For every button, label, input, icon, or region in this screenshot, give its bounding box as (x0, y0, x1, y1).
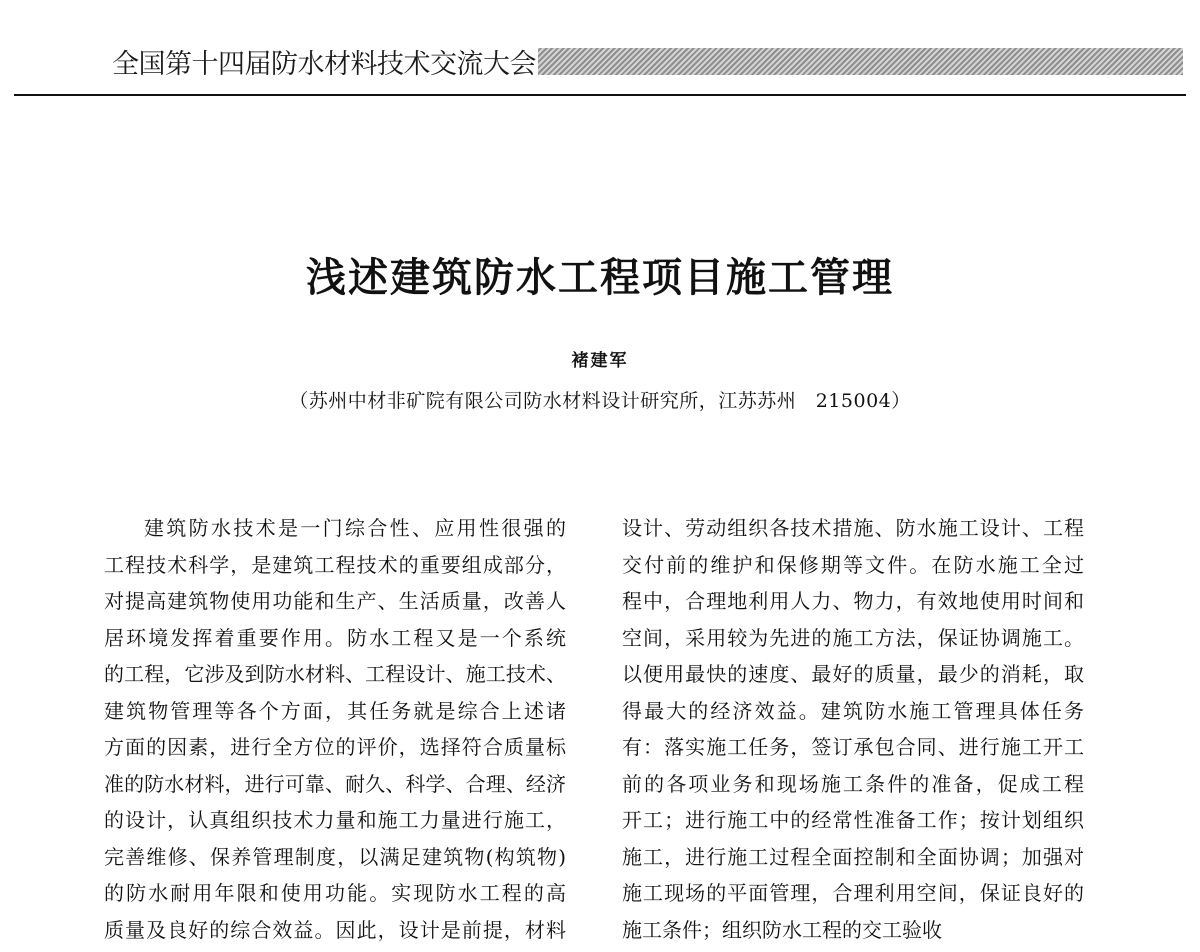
text-line: 质量及良好的综合效益。因此，设计是前提，材料 (104, 917, 566, 942)
text-line: 方面的因素，进行全方位的评价，选择符合质量标 (104, 735, 566, 759)
author-affiliation: （苏州中材非矿院有限公司防水材料设计研究所，江苏苏州 215004） (289, 390, 911, 412)
text-line: 开工；进行施工中的经常性准备工作；按计划组织 (622, 808, 1084, 832)
text-line: 准的防水材料，进行可靠、耐久、科学、合理、经济 (104, 771, 566, 796)
text-line: 施工，进行施工过程全面控制和全面协调；加强对 (622, 844, 1084, 869)
text-line: 对提高建筑物使用功能和生产、生活质量，改善人 (104, 589, 566, 613)
body-column-left (104, 510, 566, 948)
text-line: 以便用最快的速度、最好的质量，最少的消耗，取 (622, 662, 1084, 686)
text-line: 得最大的经济效益。建筑防水施工管理具体任务 (622, 698, 1084, 723)
text-line: 有：落实施工任务，签订承包合同、进行施工开工 (622, 735, 1084, 759)
text-line: 建筑防水技术是一门综合性、应用性很强的 (144, 516, 566, 540)
header-rule (14, 94, 1186, 96)
text-line: 空间，采用较为先进的施工方法，保证协调施工。 (622, 625, 1084, 650)
text-line: 前的各项业务和现场施工条件的准备，促成工程 (622, 771, 1084, 796)
text-line: 建筑物管理等各个方面，其任务就是综合上述诸 (104, 698, 566, 723)
text-line: 施工现场的平面管理，合理利用空间，保证良好的 (622, 881, 1084, 905)
text-line: 设计、劳动组织各技术措施、防水施工设计、工程 (622, 516, 1084, 540)
running-header-title: 全国第十四届防水材料技术交流大会 (112, 49, 536, 80)
text-line: 施工条件；组织防水工程的交工验收 (622, 917, 942, 942)
header-hatched-band (538, 48, 1183, 75)
paper-title: 浅述建筑防水工程项目施工管理 (306, 254, 894, 301)
author-name: 褚建军 (571, 351, 629, 371)
body-column-right (622, 510, 1084, 948)
text-line: 的防水耐用年限和使用功能。实现防水工程的高 (104, 881, 566, 905)
text-line: 程中，合理地利用人力、物力，有效地使用时间和 (622, 589, 1084, 613)
text-line: 交付前的维护和保修期等文件。在防水施工全过 (622, 552, 1084, 577)
text-line: 工程技术科学，是建筑工程技术的重要组成部分， (104, 552, 566, 577)
text-line: 的设计，认真组织技术力量和施工力量进行施工， (104, 808, 566, 832)
text-line: 的工程，它涉及到防水材料、工程设计、施工技术、 (104, 662, 566, 686)
text-line: 居环境发挥着重要作用。防水工程又是一个系统 (104, 625, 566, 650)
text-line: 完善维修、保养管理制度，以满足建筑物(构筑物) (104, 844, 566, 869)
